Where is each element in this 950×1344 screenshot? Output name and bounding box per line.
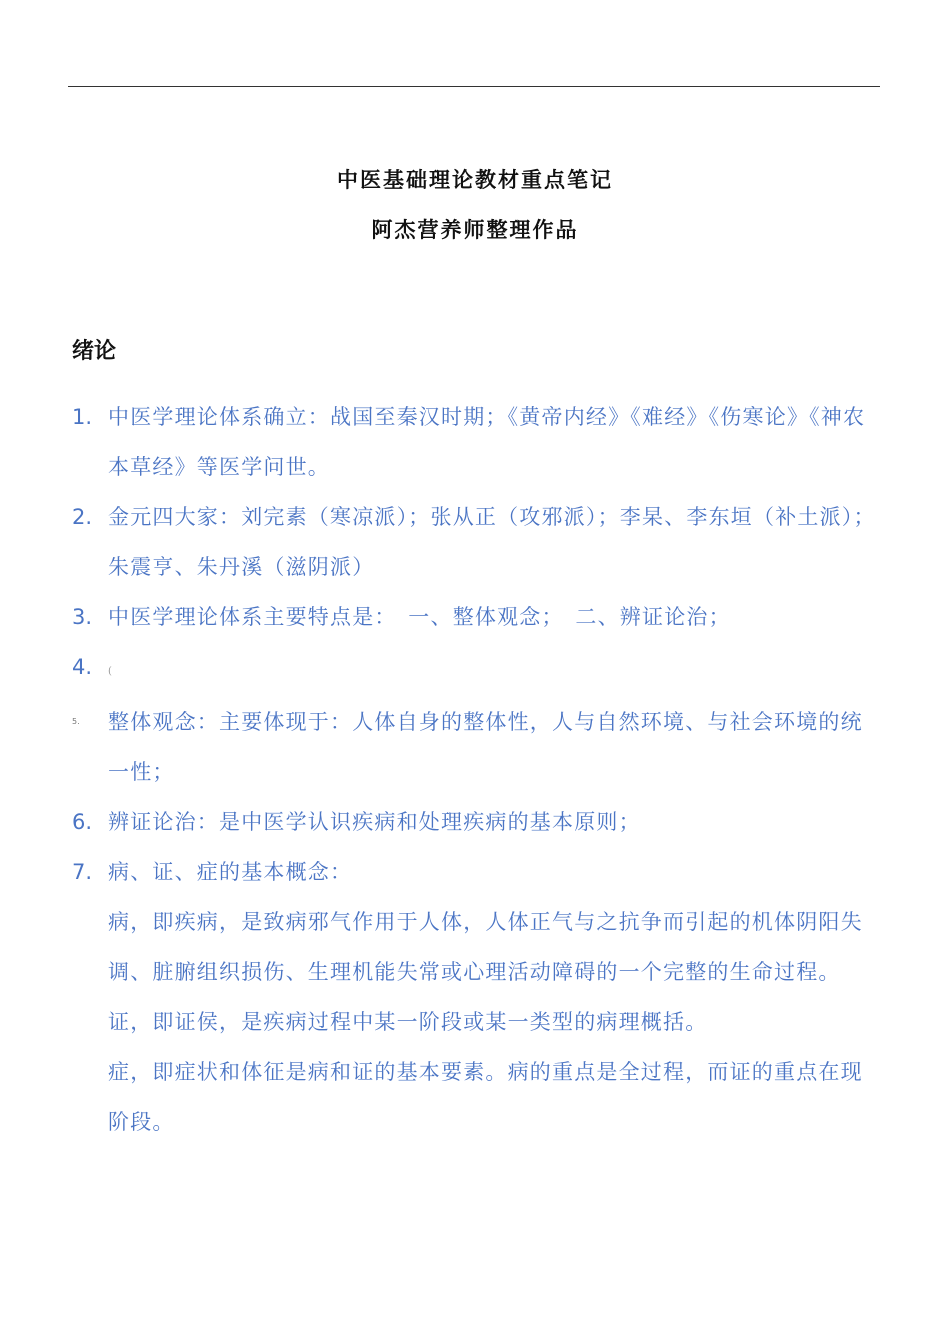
- notes-list: [0, 392, 950, 1147]
- item-number: 7.: [72, 860, 93, 884]
- list-item: [0, 797, 950, 847]
- list-item: [0, 697, 950, 797]
- item-number: 4.: [72, 655, 93, 679]
- list-item: [0, 592, 950, 642]
- header-rule: [68, 86, 880, 87]
- item-text: 金元四大家：刘完素（寒凉派）；张从正（攻邪派）；李杲、李东垣（补土派）；朱震亨、朱丹溪（滋阴派）: [108, 505, 876, 579]
- item-number: 3.: [72, 605, 93, 629]
- item-text: 中医学理论体系主要特点是： 一、整体观念； 二、辨证论治；: [108, 605, 731, 629]
- item-text: 辨证论治：是中医学认识疾病和处理疾病的基本原则；: [108, 810, 641, 834]
- item-text: (: [108, 666, 114, 677]
- item-text: 中医学理论体系确立：战国至秦汉时期；《黄帝内经》《难经》《伤寒论》《神农本草经》等医学问世。: [108, 405, 866, 479]
- item-text: 病、证、症的基本概念：: [108, 860, 353, 884]
- item-text: 整体观念：主要体现于：人体自身的整体性，人与自然环境、与社会环境的统一性；: [108, 710, 863, 784]
- concept-paragraph: 证，即证侯，是疾病过程中某一阶段或某一类型的病理概括。: [108, 1010, 708, 1034]
- concept-paragraph: 症，即症状和体征是病和证的基本要素。病的重点是全过程，而证的重点在现阶段。: [108, 1060, 863, 1134]
- list-item: [0, 847, 950, 897]
- concept-paragraph: 病，即疾病，是致病邪气作用于人体，人体正气与之抗争而引起的机体阴阳失调、脏腑组织损伤、生理机能失常或心理活动障碍的一个完整的生命过程。: [108, 910, 863, 984]
- item-number: 2.: [72, 505, 93, 529]
- section-heading: 绪论: [72, 338, 117, 364]
- item-number: 5.: [72, 717, 80, 726]
- list-item: [0, 392, 950, 492]
- list-item: [0, 492, 950, 592]
- list-item: [0, 642, 950, 697]
- item-number: 1.: [72, 405, 93, 429]
- page-title: 中医基础理论教材重点笔记: [337, 167, 613, 192]
- item-number: 6.: [72, 810, 93, 834]
- page-subtitle: 阿杰营养师整理作品: [371, 217, 579, 242]
